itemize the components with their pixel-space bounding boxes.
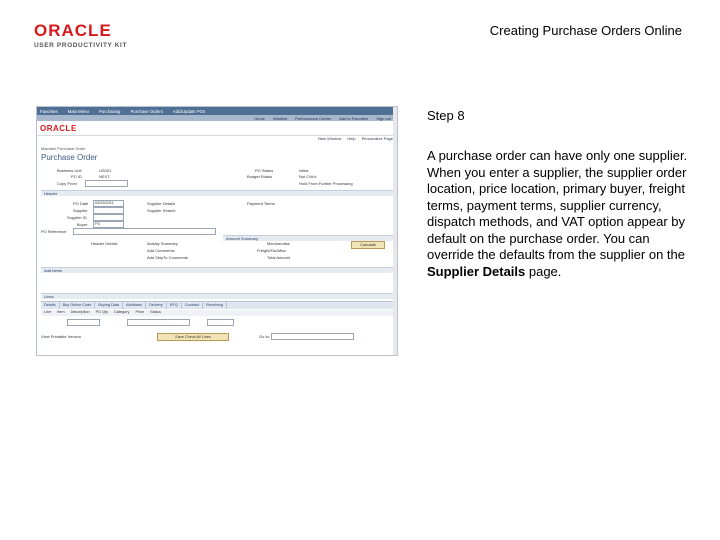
po-reference-input[interactable] [73, 228, 216, 235]
util-links [318, 136, 393, 141]
util-personalize[interactable]: Personalize Page [361, 136, 393, 141]
goto-select[interactable] [271, 333, 354, 340]
budget-status-value: Not Chk'd [299, 174, 317, 179]
header-section[interactable] [41, 190, 393, 196]
app-logo-bar [37, 121, 397, 136]
po-date-input[interactable]: 04/29/2011 [93, 200, 124, 207]
nav-purchase-orders[interactable]: Purchase Orders [130, 108, 163, 114]
goto-label: Go to: [259, 334, 270, 339]
tab-buying-data[interactable]: Buying Data [95, 302, 123, 309]
save-check-lines-button[interactable]: Save Check All Lines [157, 333, 229, 341]
add-items-label: Add Items [44, 268, 63, 273]
business-unit-label: Business Unit [57, 168, 82, 173]
col-description: Description [70, 310, 90, 314]
col-line: Line [44, 310, 52, 314]
top-nav-bar [37, 107, 397, 115]
item-input[interactable] [67, 319, 100, 326]
application-screenshot [36, 106, 398, 356]
printable-version-link[interactable]: View Printable Version [41, 334, 81, 339]
tab-details[interactable]: Details [41, 302, 60, 309]
merchandise-label: Merchandise [267, 241, 290, 246]
description-bold: Supplier Details [427, 263, 526, 279]
header-details-link[interactable]: Header Details [91, 241, 118, 246]
page-title: Purchase Order [41, 153, 98, 162]
tab-contract[interactable]: Contract [182, 302, 203, 309]
description-text: A purchase order can have only one supplier. When you enter a supplier, the supplier order location, price location, primary buyer, freight terms, payment terms, supplier currency, dispatch methods, and VAT option appear by default on the purchase order. You can override the defaults from the supplier on the [427, 148, 688, 262]
util-help[interactable]: Help [347, 136, 356, 141]
nav-add-update-pos[interactable]: Add/Update POs [172, 108, 206, 114]
breadcrumb: Maintain Purchase Order [41, 146, 86, 151]
buyer-label: Buyer [77, 222, 88, 227]
buyer-input[interactable]: FS [93, 221, 124, 228]
supplier-input[interactable] [93, 207, 124, 214]
tab-delivery[interactable]: Delivery [146, 302, 167, 309]
supplier-details-link[interactable]: Supplier Details [147, 201, 176, 206]
description-text-end: page. [525, 263, 562, 279]
description-input[interactable] [127, 319, 190, 326]
tab-receiving[interactable]: Receiving [203, 302, 227, 309]
col-po-qty: PO Qty [95, 310, 109, 314]
step-description [427, 148, 689, 280]
tab-buy-online[interactable]: Buy Online Code [60, 302, 96, 309]
po-id-label: PO ID [71, 174, 82, 179]
po-status-label: PO Status [255, 168, 274, 173]
lines-section[interactable] [41, 293, 393, 299]
copy-from-label: Copy From [57, 181, 77, 186]
col-category: Category [114, 310, 130, 314]
logo-subtext: USER PRODUCTIVITY KIT [34, 42, 128, 49]
activity-summary-link[interactable]: Activity Summary [147, 241, 178, 246]
business-unit-value: US001 [99, 168, 112, 173]
po-id-value: NEXT [99, 174, 110, 179]
subnav-signout[interactable]: Sign out [376, 115, 391, 121]
app-logo: ORACLE [40, 123, 77, 133]
amount-summary-label: Amount Summary [226, 236, 259, 241]
payment-terms-label: Payment Terms [247, 201, 275, 206]
supplier-search-link[interactable]: Supplier Search [147, 208, 176, 213]
subnav-favorites[interactable]: Add to Favorites [339, 115, 369, 121]
total-amount-label: Total Amount [267, 255, 291, 260]
col-status: Status [150, 310, 161, 314]
subnav-performance[interactable]: Performance Center [295, 115, 332, 121]
add-comments-link[interactable]: Add Comments [147, 248, 175, 253]
tab-attributes[interactable]: Attributes [123, 302, 146, 309]
hold-processing-checkbox[interactable]: Hold From Further Processing [299, 181, 353, 186]
oracle-upk-logo [34, 22, 164, 52]
nav-favorites[interactable]: Favorites [40, 108, 58, 114]
nav-main-menu[interactable]: Main Menu [67, 108, 89, 114]
lines-tabs [41, 301, 393, 309]
tab-rfq[interactable]: RFQ [167, 302, 182, 309]
add-items-section[interactable] [41, 267, 393, 273]
po-reference-label: PO Reference [41, 229, 67, 234]
supplier-id-input[interactable] [93, 214, 124, 221]
budget-status-label: Budget Status [247, 174, 273, 179]
lines-grid-header [41, 310, 393, 316]
header-section-label: Header [44, 191, 58, 196]
copy-from-select[interactable] [85, 180, 128, 187]
freight-tax-label: Freight/Tax/Misc [257, 248, 287, 253]
po-status-value: Initial [299, 168, 309, 173]
calculate-button[interactable]: Calculate [351, 241, 385, 249]
nav-purchasing[interactable]: Purchasing [98, 108, 121, 114]
subnav-worklist[interactable]: Worklist [273, 115, 288, 121]
vertical-scrollbar[interactable] [393, 107, 397, 355]
col-item: Item [57, 310, 65, 314]
add-shipto-comments-link[interactable]: Add ShipTo Comments [147, 255, 188, 260]
util-new-window[interactable]: New Window [318, 136, 342, 141]
supplier-id-label: Supplier ID [67, 215, 87, 220]
supplier-label: Supplier [73, 208, 88, 213]
slide-title: Creating Purchase Orders Online [489, 23, 682, 38]
lines-label: Lines [44, 294, 54, 299]
logo-text: ORACLE [34, 21, 112, 40]
po-qty-input[interactable] [207, 319, 234, 326]
po-date-label: PO Date [73, 201, 89, 206]
col-price: Price [135, 310, 145, 314]
subnav-home[interactable]: Home [254, 115, 266, 121]
step-label: Step 8 [427, 108, 465, 123]
